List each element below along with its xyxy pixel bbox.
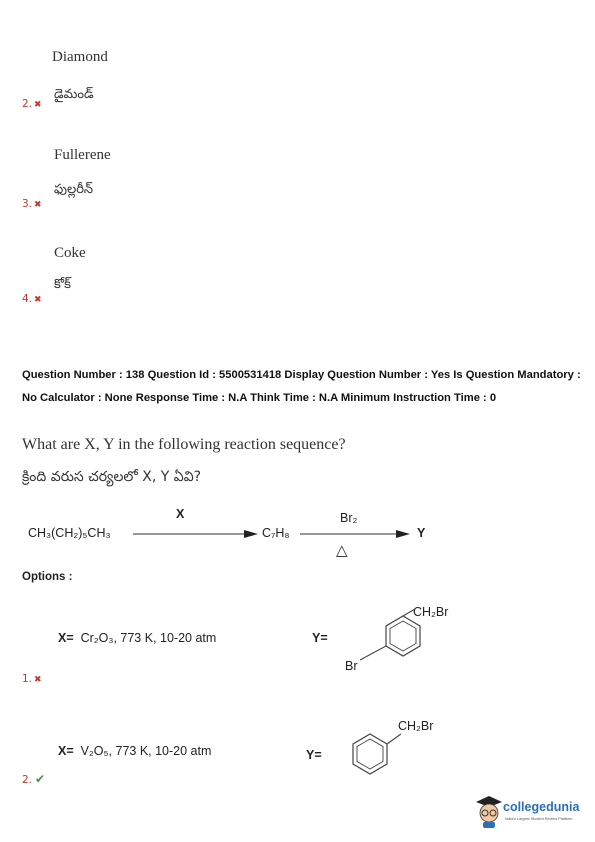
substituent-ch2br: CH₂Br bbox=[413, 605, 449, 619]
options-heading: Options : bbox=[22, 571, 73, 583]
cross-icon: ✖ bbox=[34, 295, 42, 305]
x-label: X= bbox=[58, 744, 74, 758]
option-number: 2. bbox=[22, 774, 33, 786]
substituent-ch2br: CH₂Br bbox=[398, 719, 434, 733]
reagent-br2: Br₂ bbox=[340, 511, 358, 525]
option-text-en: Fullerene bbox=[54, 147, 111, 163]
reaction-arrow-2 bbox=[300, 527, 410, 541]
option-number: 2. bbox=[22, 98, 33, 110]
question-text-en: What are X, Y in the following reaction sequence? bbox=[22, 436, 346, 453]
reaction-arrow-1 bbox=[133, 527, 258, 541]
cross-icon: ✖ bbox=[34, 100, 42, 110]
option-text-te: కోక్ bbox=[54, 277, 71, 292]
logo-name: collegedunia bbox=[503, 800, 580, 814]
option-number-marker bbox=[22, 667, 42, 686]
x-label: X= bbox=[58, 631, 74, 645]
substituent-br: Br bbox=[345, 659, 358, 673]
option-x-line bbox=[58, 631, 216, 645]
x-value: Cr₂O₃, 773 K, 10-20 atm bbox=[80, 631, 217, 645]
cross-icon: ✖ bbox=[34, 200, 42, 210]
option-x-line bbox=[58, 744, 211, 758]
reactant: CH₃(CH₂)₅CH₃ bbox=[28, 526, 111, 540]
option-text-te: డైమండ్ bbox=[54, 87, 94, 102]
option-number-marker bbox=[22, 768, 45, 787]
option-text-te: ఫుల్లరీన్ bbox=[54, 182, 94, 197]
mascot-icon bbox=[474, 794, 504, 828]
intermediate: C₇H₈ bbox=[262, 526, 290, 540]
x-value: V₂O₅, 773 K, 10-20 atm bbox=[80, 744, 212, 758]
heat-symbol: △ bbox=[336, 542, 348, 559]
option-number: 4. bbox=[22, 293, 33, 305]
logo-tagline: India's Largest Student Review Platform bbox=[505, 817, 573, 821]
option-number-marker bbox=[22, 192, 42, 211]
option-number: 3. bbox=[22, 198, 33, 210]
product-y: Y bbox=[417, 526, 426, 540]
option-number-marker bbox=[22, 287, 42, 306]
option-text-en: Diamond bbox=[52, 49, 108, 65]
option-number-marker bbox=[22, 92, 42, 111]
option-number: 1. bbox=[22, 673, 33, 685]
reagent-x: X bbox=[176, 507, 185, 521]
collegedunia-logo bbox=[474, 794, 586, 830]
y-label: Y= bbox=[306, 748, 322, 762]
check-icon: ✔ bbox=[35, 772, 46, 786]
cross-icon: ✖ bbox=[34, 675, 42, 685]
option-text-en: Coke bbox=[54, 245, 86, 261]
question-text-te: క్రింది వరుస చర్యలలో X, Y ఏవి? bbox=[22, 469, 202, 485]
y-label: Y= bbox=[312, 631, 328, 645]
question-meta: Question Number : 138 Question Id : 5500531418 Display Question Number : Yes Is Question Mandatory : No Calculator : None Response Time : N.A Think Time : N.A Minimum Instruction Time : 0 bbox=[22, 369, 581, 404]
